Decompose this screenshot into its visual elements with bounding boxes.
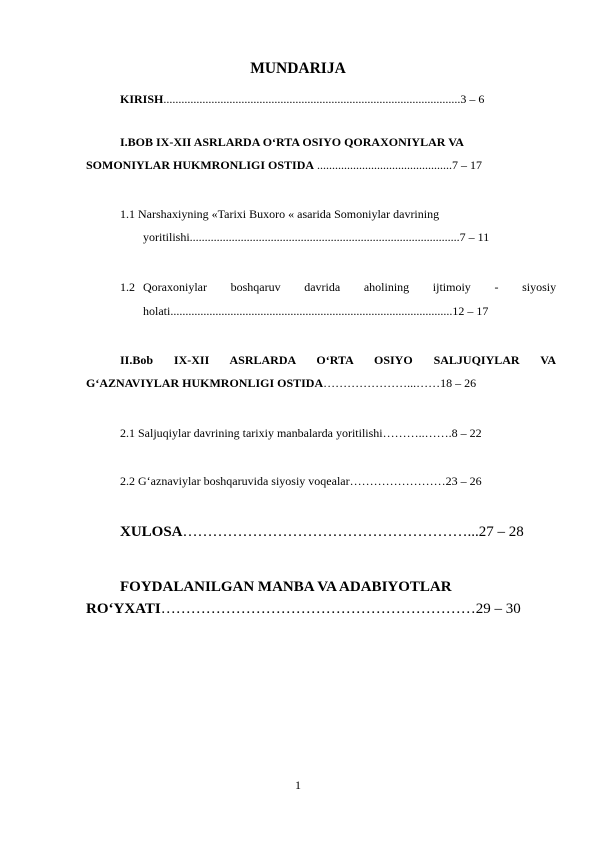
toc-entry-references-line2[interactable] <box>86 600 521 618</box>
page-title: MUNDARIJA <box>250 60 346 77</box>
toc-leader-dots: ............................................. <box>314 158 453 172</box>
toc-label: XULOSA <box>120 524 183 540</box>
toc-page-range: 8 – 22 <box>451 426 482 440</box>
toc-page-range: 7 – 17 <box>452 158 483 172</box>
toc-section-number: 1.1 <box>120 207 135 221</box>
toc-entry-1-2-line2[interactable] <box>143 304 488 318</box>
toc-label: SOMONIYLAR HUKMRONLIGI OSTIDA <box>86 158 315 172</box>
toc-page-range: 29 – 30 <box>475 601 521 617</box>
toc-entry-1-2-line1[interactable] <box>120 280 556 294</box>
toc-label: G‘AZNAVIYLAR HUKMRONLIGI OSTIDA <box>86 376 324 390</box>
page-number: 1 <box>295 778 301 792</box>
toc-entry-references-line1[interactable]: FOYDALANILGAN MANBA VA ADABIYOTLAR <box>120 579 452 595</box>
toc-label: 2.2 G‘aznaviylar boshqaruvida siyosiy voqealar <box>120 474 350 488</box>
toc-entry-1-1-line1[interactable] <box>120 207 439 221</box>
toc-leader-dots: …………………...…… <box>323 376 441 390</box>
toc-label: KIRISH <box>120 92 164 106</box>
toc-label-continued: holati <box>143 304 171 318</box>
toc-entry-bob1-line2[interactable] <box>86 158 482 172</box>
toc-page-range: 3 – 6 <box>460 92 485 106</box>
toc-leader-dots: …………………… <box>349 474 446 488</box>
toc-entry-bob2-line2[interactable] <box>86 376 476 390</box>
toc-label: 2.1 Saljuqiylar davrining tarixiy manbalarda yoritilishi <box>120 426 383 440</box>
toc-label: RO‘YXATI <box>86 601 161 617</box>
toc-label: Narshaxiyning «Tarixi Buxoro « asarida Somoniylar davrining <box>138 207 440 221</box>
toc-entry-2-2[interactable] <box>120 474 482 488</box>
toc-page-range: 23 – 26 <box>445 474 482 488</box>
toc-leader-dots: .............................................................................................. <box>170 304 453 318</box>
toc-entry-bob2-line1[interactable]: II.Bob IX-XII ASRLARDA O‘RTA OSIYO SALJUQIYLAR VA <box>120 353 557 367</box>
toc-leader-dots: ................................................................................................... <box>163 92 461 106</box>
toc-entry-2-1[interactable] <box>120 426 482 440</box>
toc-leader-dots: …………………………………………………... <box>182 524 479 540</box>
toc-entry-xulosa[interactable] <box>120 523 524 541</box>
toc-leader-dots: ………..……. <box>382 426 452 440</box>
toc-page-range: 12 – 17 <box>452 304 489 318</box>
toc-leader-dots: ……………………………………………………… <box>160 601 476 617</box>
toc-entry-kirish[interactable] <box>120 92 484 106</box>
toc-entry-bob1-line1[interactable]: I.BOB IX-XII ASRLARDA O‘RTA OSIYO QORAXONIYLAR VA <box>120 135 464 149</box>
toc-entry-1-1-line2[interactable] <box>143 230 489 244</box>
toc-section-number: 1.2 <box>120 280 135 294</box>
toc-page-range: 7 – 11 <box>459 230 490 244</box>
toc-page-range: 27 – 28 <box>478 524 524 540</box>
toc-label-continued: yoritilishi <box>143 230 190 244</box>
toc-label-justified: Qoraxoniylar boshqaruv davrida aholining ijtimoiy - siyosiy <box>143 280 557 294</box>
toc-page-range: 18 – 26 <box>440 376 477 390</box>
toc-leader-dots: .......................................................................................... <box>189 230 460 244</box>
